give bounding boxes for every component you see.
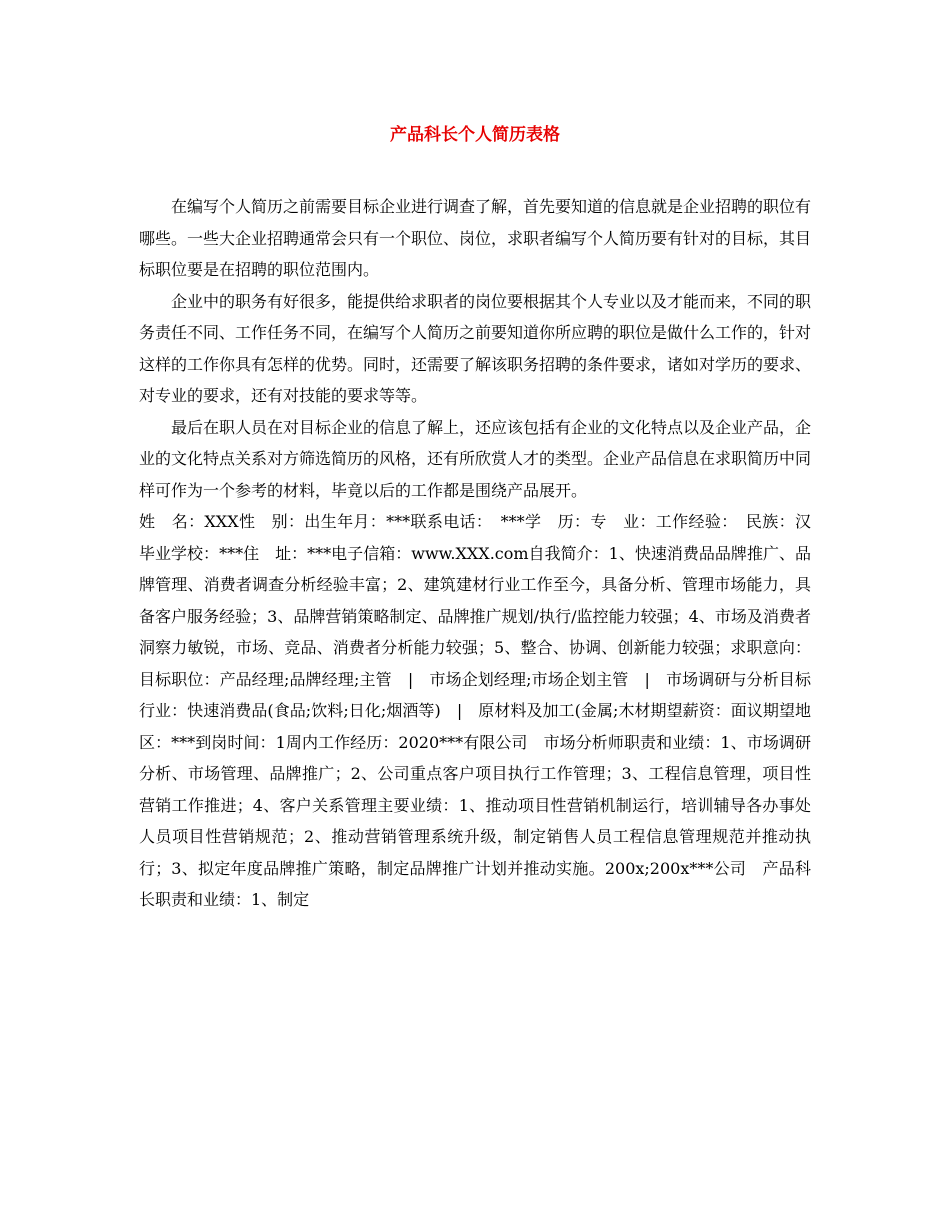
resume-details: 姓 名：XXX性 别：出生年月：***联系电话： ***学 历：专 业：工作经验： 民族：汉毕业学校：***住 址：***电子信箱：www.XXX.com自我简介：1、快速消费品品牌推广、品牌管理、消费者调查分析经验丰富；2、建筑建材行业工作至今，具备分析、管理市场能力，具备客户服务经验；3、品牌营销策略制定、品牌推广规划/执行/监控能力较强；4、市场及消费者洞察力敏锐，市场、竞品、消费者分析能力较强；5、整合、协调、创新能力较强；求职意向：目标职位：产品经理;品牌经理;主管 | 市场企划经理;市场企划主管 | 市场调研与分析目标行业：快速消费品(食品;饮料;日化;烟酒等) | 原材料及加工(金属;木材期望薪资：面议期望地区：***到岗时间：1周内工作经历：2020***有限公司 市场分析师职责和业绩：1、市场调研分析、市场管理、品牌推广；2、公司重点客户项目执行工作管理；3、工程信息管理，项目性营销工作推进；4、客户关系管理主要业绩：1、推动项目性营销机制运行，培训辅导各办事处人员项目性营销规范；2、推动营销管理系统升级，制定销售人员工程信息管理规范并推动执行；3、拟定年度品牌推广策略，制定品牌推广计划并推动实施。200x;200x***公司 产品科长职责和业绩：1、制定 — [139, 512, 811, 909]
intro-paragraph-2: 企业中的职务有好很多，能提供给求职者的岗位要根据其个人专业以及才能而来，不同的职务责任不同、工作任务不同，在编写个人简历之前要知道你所应聘的职位是做什么工作的，针对这样的工作你具有怎样的优势。同时，还需要了解该职务招聘的条件要求，诸如对学历的要求、对专业的要求，还有对技能的要求等等。 — [139, 291, 812, 405]
intro-paragraph-1: 在编写个人简历之前需要目标企业进行调查了解，首先要知道的信息就是企业招聘的职位有哪些。一些大企业招聘通常会只有一个职位、岗位，求职者编写个人简历要有针对的目标，其目标职位要是在招聘的职位范围内。 — [139, 197, 812, 279]
document-body — [139, 191, 811, 916]
document-title: 产品科长个人简历表格 — [390, 125, 560, 145]
intro-paragraph-3: 最后在职人员在对目标企业的信息了解上，还应该包括有企业的文化特点以及企业产品，企业的文化特点关系对方筛选简历的风格，还有所欣赏人才的类型。企业产品信息在求职简历中同样可作为一个参考的材料，毕竟以后的工作都是围绕产品展开。 — [139, 417, 812, 500]
